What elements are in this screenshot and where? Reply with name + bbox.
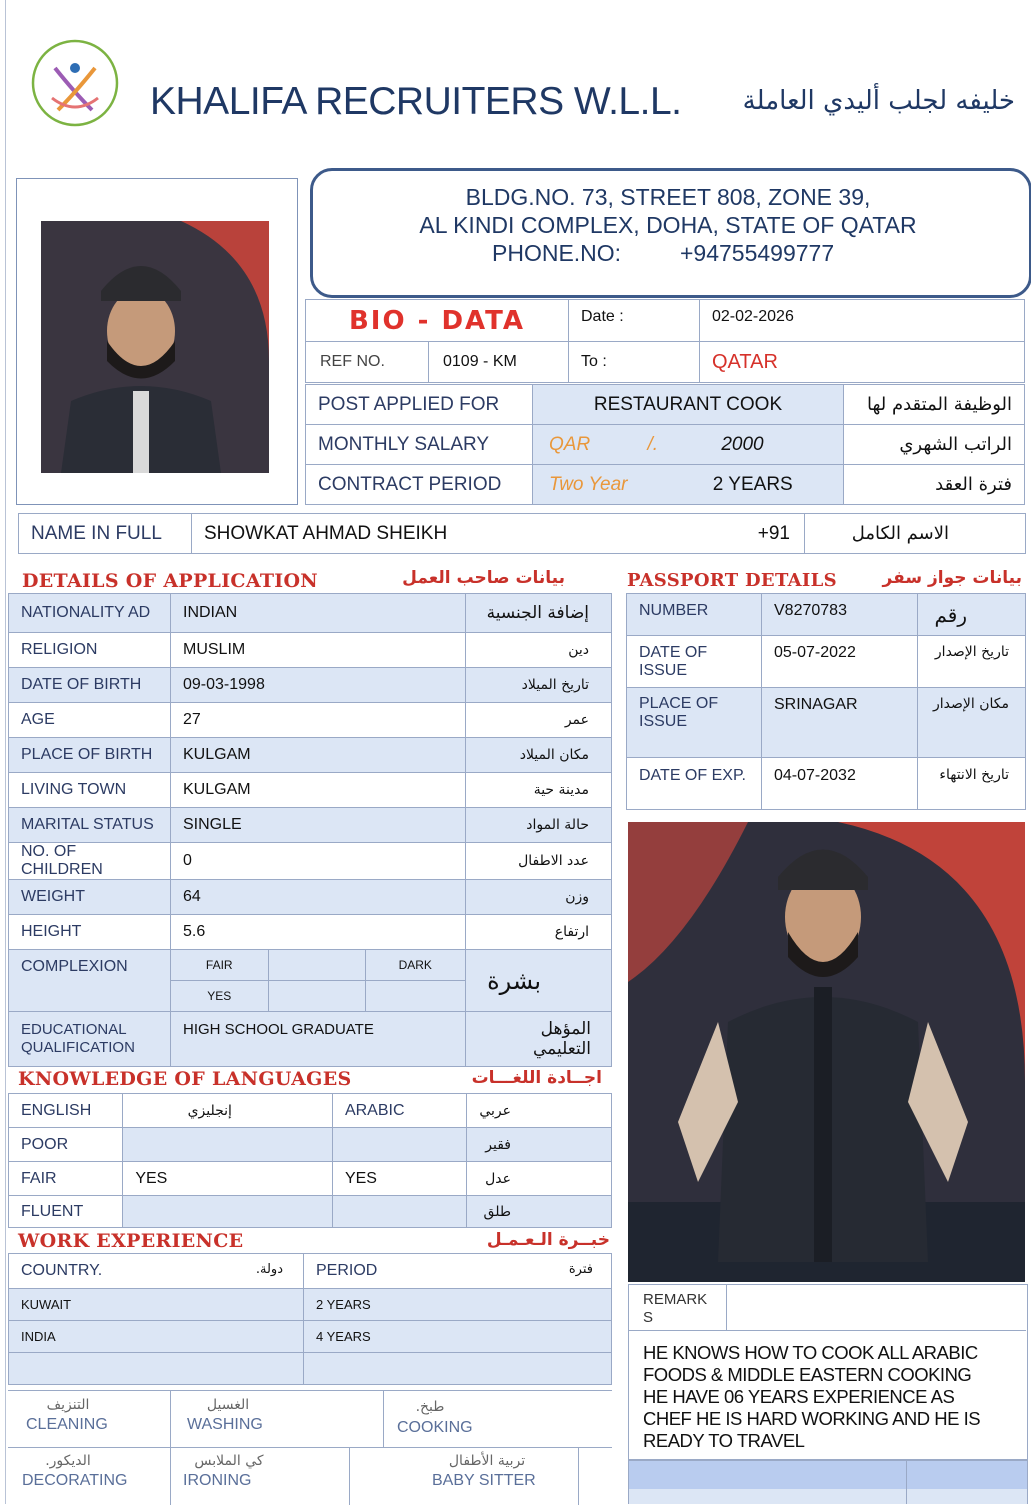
issue-place: SRINAGAR: [762, 688, 918, 758]
address-line-2: AL KINDI COMPLEX, DOHA, STATE OF QATAR: [419, 212, 917, 238]
biodata-header-table: [305, 299, 1025, 383]
remarks-line-2: FOODS & MIDDLE EASTERN COOKING: [643, 1364, 972, 1385]
app-value: INDIAN: [171, 594, 466, 633]
phone-label: PHONE.NO:: [492, 240, 622, 266]
name-value: SHOWKAT AHMAD SHEIKH: [204, 522, 448, 544]
education-label-2: QUALIFICATION: [21, 1039, 135, 1056]
passport-title: PASSPORT DETAILS: [627, 570, 837, 591]
lang-english: ENGLISH: [21, 1101, 92, 1119]
experience-title-ar: خبــرة الـعـمـل: [486, 1230, 610, 1250]
salary-sep: /.: [647, 433, 659, 455]
salary-label: MONTHLY SALARY: [306, 425, 533, 465]
place-label-2: ISSUE: [639, 713, 688, 730]
app-row: [9, 738, 612, 773]
app-value: SINGLE: [171, 808, 466, 843]
exp-country: INDIA: [9, 1321, 304, 1353]
company-name-en: KHALIFA RECRUITERS W.L.L.: [150, 80, 682, 123]
name-table: [18, 513, 1026, 554]
application-title: DETAILS OF APPLICATION: [22, 570, 318, 592]
app-value: MUSLIM: [171, 633, 466, 668]
exp-country: KUWAIT: [9, 1289, 304, 1321]
contract-label-ar: فترة العقد: [844, 465, 1025, 505]
complexion-row: [9, 950, 612, 1012]
app-label: NO. OF CHILDREN: [9, 843, 171, 880]
app-row: [9, 843, 612, 880]
exp-period: 2 YEARS: [304, 1289, 612, 1321]
lang-english-ar: إنجليزي: [123, 1094, 333, 1128]
app-value: 5.6: [171, 915, 466, 950]
app-value: 0: [171, 843, 466, 880]
place-label-1: PLACE OF: [639, 695, 719, 712]
passport-number-ar: رقم: [918, 594, 1026, 636]
app-label: PLACE OF BIRTH: [9, 738, 171, 773]
skill-cleaning: CLEANING: [26, 1416, 108, 1433]
experience-row: [9, 1321, 612, 1353]
app-label: WEIGHT: [9, 880, 171, 915]
lang-fair-arabic: YES: [332, 1162, 466, 1196]
passport-table: [626, 593, 1026, 810]
name-code: +91: [757, 523, 790, 544]
lang-arabic: ARABIC: [332, 1094, 466, 1128]
app-label: RELIGION: [9, 633, 171, 668]
education-value: HIGH SCHOOL GRADUATE: [171, 1012, 466, 1067]
contract-value: 2 YEARS: [712, 473, 793, 495]
lang-fluent: FLUENT: [9, 1196, 123, 1228]
issue-date: 05-07-2022: [762, 636, 918, 688]
skill-babysitter: BABY SITTER: [432, 1472, 536, 1489]
passport-number-label: NUMBER: [627, 594, 762, 636]
skill-ironing: IRONING: [183, 1472, 252, 1489]
app-row: [9, 703, 612, 738]
complexion-label: COMPLEXION: [9, 950, 171, 1012]
app-value: 64: [171, 880, 466, 915]
app-row: [9, 915, 612, 950]
app-label: DATE OF BIRTH: [9, 668, 171, 703]
skill-cleaning-ar: التنزيف: [46, 1397, 90, 1413]
app-row: [9, 633, 612, 668]
post-value: RESTAURANT COOK: [533, 385, 844, 425]
exp-date: 04-07-2032: [762, 758, 918, 810]
app-label-ar: إضافة الجنسية: [466, 594, 612, 633]
app-label: HEIGHT: [9, 915, 171, 950]
skill-cooking: COOKING: [397, 1419, 473, 1436]
experience-title: WORK EXPERIENCE: [18, 1230, 244, 1252]
lang-poor-ar: فقير: [467, 1128, 612, 1162]
app-row: [9, 773, 612, 808]
languages-table: [8, 1093, 612, 1228]
contract-hint: Two Year: [549, 473, 628, 495]
exp-period-label: PERIOD: [316, 1262, 378, 1279]
address-line-1: BLDG.NO. 73, STREET 808, ZONE 39,: [465, 184, 871, 210]
languages-title-ar: اجــادة اللغـــات: [471, 1068, 602, 1088]
complexion-grid: [171, 950, 465, 1011]
company-name-ar: خليفه لجلب أليدي العاملة: [742, 86, 1015, 116]
ref-value: 0109 - KM: [443, 353, 517, 370]
complexion-yes: YES: [171, 980, 268, 1011]
app-row: [9, 594, 612, 633]
issue-place-ar: مكان الإصدار: [918, 688, 1026, 758]
passport-number: V8270783: [762, 594, 918, 636]
exp-country-label-ar: دولة.: [255, 1262, 283, 1277]
name-label: NAME IN FULL: [19, 514, 192, 554]
phone-number: +94755499777: [680, 240, 835, 266]
remarks-line-5: READY TO TRAVEL: [643, 1430, 805, 1451]
remarks-footer-row-2: [628, 1489, 1028, 1504]
contract-label: CONTRACT PERIOD: [306, 465, 533, 505]
issue-date-ar: تاريخ الإصدار: [918, 636, 1026, 688]
app-row: [9, 668, 612, 703]
to-value: QATAR: [700, 342, 1025, 383]
issue-label-1: DATE OF: [639, 643, 708, 661]
app-label-ar: وزن: [466, 880, 612, 915]
lang-fair-english: YES: [123, 1162, 333, 1196]
remarks-footer-row-1: [628, 1460, 1028, 1490]
passport-title-ar: بيانات جواز سفر: [882, 568, 1022, 588]
app-label-ar: تاريخ الميلاد: [466, 668, 612, 703]
post-label-ar: الوظيفة المتقدم لها: [844, 385, 1025, 425]
skill-washing: WASHING: [187, 1416, 263, 1433]
skill-cooking-ar: طبخ.: [415, 1399, 445, 1415]
skill-decorating-ar: الديكور.: [45, 1453, 91, 1469]
lang-fair-ar: عدل: [467, 1162, 612, 1196]
application-title-ar: بيانات صاحب العمل: [402, 568, 565, 588]
post-table: [305, 384, 1025, 505]
app-row: [9, 880, 612, 915]
experience-row: [9, 1289, 612, 1321]
ref-label: REF NO.: [306, 342, 429, 382]
applicant-photo-large: [628, 822, 1025, 1282]
skill-ironing-ar: كي الملابس: [194, 1453, 264, 1469]
app-label: NATIONALITY AD: [9, 594, 171, 633]
remarks-line-4: CHEF HE IS HARD WORKING AND HE IS: [643, 1408, 981, 1429]
date-label: Date :: [569, 300, 700, 342]
biodata-title: BIO - DATA: [348, 305, 525, 336]
app-label-ar: مكان الميلاد: [466, 738, 612, 773]
app-label: AGE: [9, 703, 171, 738]
remarks-line-3: HE HAVE 06 YEARS EXPERIENCE AS: [643, 1386, 955, 1407]
salary-currency: QAR: [549, 433, 591, 455]
complexion-dark: DARK: [365, 950, 465, 980]
salary-label-ar: الراتب الشهري: [844, 425, 1025, 465]
remarks-text: [643, 1342, 1019, 1452]
education-label-ar: المؤهل التعليمي: [466, 1012, 612, 1067]
app-label-ar: دين: [466, 633, 612, 668]
app-label: LIVING TOWN: [9, 773, 171, 808]
education-label-1: EDUCATIONAL: [21, 1021, 127, 1038]
complexion-fair: FAIR: [171, 950, 268, 980]
post-label: POST APPLIED FOR: [306, 385, 533, 425]
app-value: KULGAM: [171, 773, 466, 808]
app-label-ar: عمر: [466, 703, 612, 738]
exp-country-label: COUNTRY.: [21, 1262, 103, 1279]
skills-grid: [8, 1390, 612, 1505]
app-label: MARITAL STATUS: [9, 808, 171, 843]
skill-babysitter-ar: تربية الأطفال: [448, 1453, 526, 1469]
name-label-ar: الاسم الكامل: [805, 514, 1026, 554]
exp-label: DATE OF EXP.: [627, 758, 762, 810]
application-table: [8, 593, 612, 1067]
app-label-ar: مدينة حية: [466, 773, 612, 808]
exp-date-ar: تاريخ الانتهاء: [918, 758, 1026, 810]
company-logo: [30, 38, 120, 128]
app-label-ar: ارتفاع: [466, 915, 612, 950]
app-label-ar: عدد الاطفال: [466, 843, 612, 880]
app-value: 09-03-1998: [171, 668, 466, 703]
applicant-photo-small: [41, 221, 269, 473]
app-label-ar: حالة المواد: [466, 808, 612, 843]
lang-arabic-ar: عربي: [467, 1094, 612, 1128]
complexion-label-ar: بشرة: [466, 950, 612, 1012]
lang-fair: FAIR: [9, 1162, 123, 1196]
lang-poor: POOR: [9, 1128, 123, 1162]
remarks-label-2: S: [643, 1309, 654, 1326]
page-border: [5, 0, 6, 1504]
remarks-line-1: HE KNOWS HOW TO COOK ALL ARABIC: [643, 1342, 978, 1363]
app-row: [9, 808, 612, 843]
exp-period-label-ar: فترة: [568, 1262, 593, 1277]
issue-label-2: ISSUE: [639, 661, 688, 679]
skill-decorating: DECORATING: [22, 1472, 128, 1489]
salary-value: 2000: [721, 433, 764, 455]
remarks-label-1: REMARK: [643, 1291, 708, 1308]
experience-table: [8, 1253, 612, 1385]
app-value: 27: [171, 703, 466, 738]
lang-fluent-ar: طلق: [467, 1196, 612, 1228]
skill-washing-ar: الغسيل: [206, 1397, 250, 1413]
to-label: To :: [569, 342, 700, 383]
education-row: [9, 1012, 612, 1067]
exp-period: 4 YEARS: [304, 1321, 612, 1353]
experience-row: [9, 1353, 612, 1385]
app-value: KULGAM: [171, 738, 466, 773]
languages-title: KNOWLEDGE OF LANGUAGES: [18, 1068, 352, 1090]
date-value: 02-02-2026: [700, 300, 1025, 342]
biodata-title-cell: [306, 300, 569, 342]
